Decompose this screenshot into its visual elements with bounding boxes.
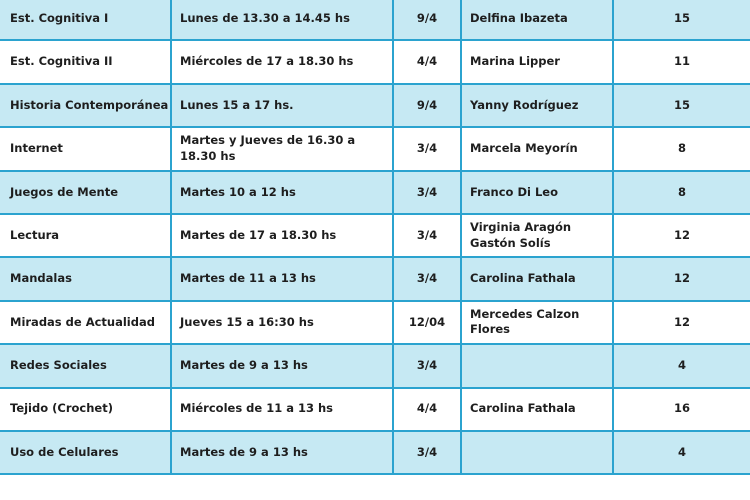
workshop-name-cell: Uso de Celulares (0, 432, 172, 473)
table-row (0, 85, 750, 128)
teacher-cell (462, 172, 614, 213)
teacher-name: Marina Lipper (470, 54, 560, 69)
start-date-cell: 3/4 (394, 345, 462, 386)
start-date-cell: 4/4 (394, 41, 462, 82)
start-date-cell: 9/4 (394, 85, 462, 126)
table-row (0, 258, 750, 301)
table-row (0, 389, 750, 432)
teacher-cell (462, 302, 614, 343)
quota-cell: 8 (677, 141, 686, 156)
quota-cell: 11 (673, 54, 690, 69)
quota-cell: 16 (673, 401, 690, 416)
schedule-cell: Jueves 15 a 16:30 hs (172, 302, 394, 343)
teacher-cell (462, 389, 614, 430)
table-row (0, 41, 750, 84)
workshop-name-cell: Juegos de Mente (0, 172, 172, 213)
workshop-name-cell: Est. Cognitiva I (0, 0, 172, 39)
start-date-cell: 9/4 (394, 0, 462, 39)
workshop-name-cell: Redes Sociales (0, 345, 172, 386)
quota-cell: 15 (673, 10, 690, 25)
workshop-name-cell: Mandalas (0, 258, 172, 299)
teacher-name: Delfina Ibazeta (470, 10, 568, 25)
table-row (0, 302, 750, 345)
schedule-cell: Lunes de 13.30 a 14.45 hs (172, 0, 394, 39)
teacher-name: Mercedes Calzon Flores (470, 306, 580, 337)
teacher-cell (462, 215, 614, 256)
teacher-name: Marcela Meyorín (470, 141, 578, 156)
workshop-name-cell: Tejido (Crochet) (0, 389, 172, 430)
teacher-name: Carolina Fathala (470, 401, 576, 416)
quota-cell: 4 (677, 358, 686, 373)
workshop-name-cell: Lectura (0, 215, 172, 256)
start-date-cell: 3/4 (394, 432, 462, 473)
teacher-name: Virginia Aragón (470, 220, 572, 235)
workshop-name-cell: Internet (0, 128, 172, 169)
quota-cell: 8 (677, 184, 686, 199)
quota-cell: 4 (677, 444, 686, 459)
schedule-cell: Miércoles de 17 a 18.30 hs (172, 41, 394, 82)
teacher-name: Yanny Rodríguez (470, 97, 579, 112)
table-row (0, 345, 750, 388)
teacher-name: Gastón Solís (470, 235, 551, 250)
table-row (0, 172, 750, 215)
workshop-name-cell: Est. Cognitiva II (0, 41, 172, 82)
schedule-cell: Martes 10 a 12 hs (172, 172, 394, 213)
teacher-cell (462, 128, 614, 169)
workshop-name-cell: Miradas de Actualidad (0, 302, 172, 343)
start-date-cell: 3/4 (394, 215, 462, 256)
teacher-cell (462, 345, 614, 386)
schedule-cell: Martes de 9 a 13 hs (172, 432, 394, 473)
quota-cell: 15 (673, 97, 690, 112)
workshop-name-cell: Historia Contemporánea (0, 85, 172, 126)
teacher-cell (462, 258, 614, 299)
start-date-cell: 4/4 (394, 389, 462, 430)
teacher-cell (462, 85, 614, 126)
schedule-cell: Martes de 11 a 13 hs (172, 258, 394, 299)
schedule-cell: Lunes 15 a 17 hs. (172, 85, 394, 126)
quota-cell: 12 (673, 227, 690, 242)
table-row (0, 128, 750, 171)
quota-cell: 12 (673, 271, 690, 286)
schedule-cell: Miércoles de 11 a 13 hs (172, 389, 394, 430)
schedule-cell: Martes de 9 a 13 hs (172, 345, 394, 386)
teacher-name: Franco Di Leo (470, 184, 558, 199)
teacher-cell (462, 432, 614, 473)
table-row (0, 432, 750, 475)
teacher-cell (462, 0, 614, 39)
table-row (0, 215, 750, 258)
teacher-name: Carolina Fathala (470, 271, 576, 286)
schedule-cell: Martes de 17 a 18.30 hs (172, 215, 394, 256)
schedule-cell: Martes y Jueves de 16.30 a 18.30 hs (172, 128, 394, 169)
teacher-cell (462, 41, 614, 82)
start-date-cell: 3/4 (394, 258, 462, 299)
start-date-cell: 12/04 (394, 302, 462, 343)
quota-cell: 12 (673, 314, 690, 329)
start-date-cell: 3/4 (394, 128, 462, 169)
table-row (0, 0, 750, 41)
start-date-cell: 3/4 (394, 172, 462, 213)
